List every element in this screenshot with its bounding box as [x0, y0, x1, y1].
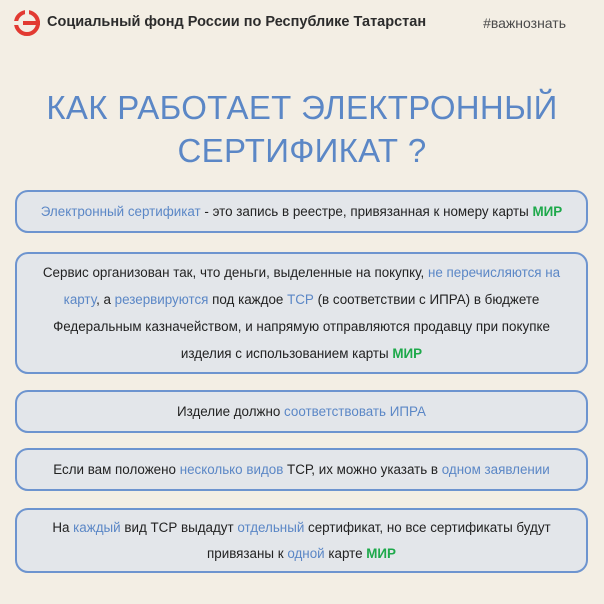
card-text-part: карте: [324, 545, 367, 561]
info-card-separate-certificates: [15, 508, 588, 573]
highlight-term: не перечисляются на карту: [63, 265, 561, 307]
info-card-certificate: [15, 190, 588, 233]
card-text-part: (в соответствии с ИПРА) в бюджете Федеральным казначейством, и напрямую отправляются продавцу при покупке изделия с использованием карты: [53, 292, 550, 361]
card-text-part: Если вам положено: [53, 461, 180, 477]
highlight-term: одной: [287, 545, 325, 561]
card-text-part: - это запись в реестре, привязанная к номеру карты: [200, 203, 533, 219]
card-text-part: На: [52, 519, 74, 535]
card-text: [27, 259, 576, 367]
highlight-term: Электронный сертификат: [40, 203, 201, 219]
card-text-part: под каждое: [208, 292, 288, 307]
card-text-part: , а: [96, 292, 115, 307]
card-text-part: вид ТСР выдадут: [120, 519, 238, 535]
page-title: [0, 86, 604, 172]
highlight-term: одном заявлении: [441, 461, 550, 477]
highlight-term: отдельный: [237, 519, 305, 535]
highlight-term: соответствовать ИПРА: [284, 403, 426, 419]
highlight-term: резервируются: [114, 292, 209, 307]
info-card-service: [15, 252, 588, 374]
card-text-part: сертификат, но все сертификаты будут привязаны к: [207, 519, 551, 561]
org-name: Социальный фонд России по Республике Татарстан: [47, 14, 427, 30]
header: [0, 0, 604, 50]
info-card-compliance: [15, 390, 588, 433]
sfr-logo-icon: [14, 10, 40, 36]
title-line-1: КАК РАБОТАЕТ ЭЛЕКТРОННЫЙ: [46, 89, 558, 126]
highlight-term: каждый: [73, 519, 121, 535]
mir-label: МИР: [532, 203, 563, 219]
highlight-term: несколько видов: [179, 461, 284, 477]
card-text-part: ТСР, их можно указать в: [283, 461, 442, 477]
highlight-term: ТСР: [287, 292, 314, 307]
card-text: [41, 199, 563, 225]
info-card-multiple-types: [15, 448, 588, 491]
card-text: [177, 399, 426, 425]
card-text: [27, 515, 576, 567]
hashtag[interactable]: #важнознать: [483, 15, 566, 31]
mir-label: МИР: [392, 346, 423, 361]
title-line-2: СЕРТИФИКАТ ?: [177, 132, 427, 169]
card-text: [53, 457, 550, 483]
card-text-part: Сервис организован так, что деньги, выделенные на покупку,: [42, 265, 428, 280]
card-text-part: Изделие должно: [177, 403, 285, 419]
mir-label: МИР: [366, 545, 396, 561]
